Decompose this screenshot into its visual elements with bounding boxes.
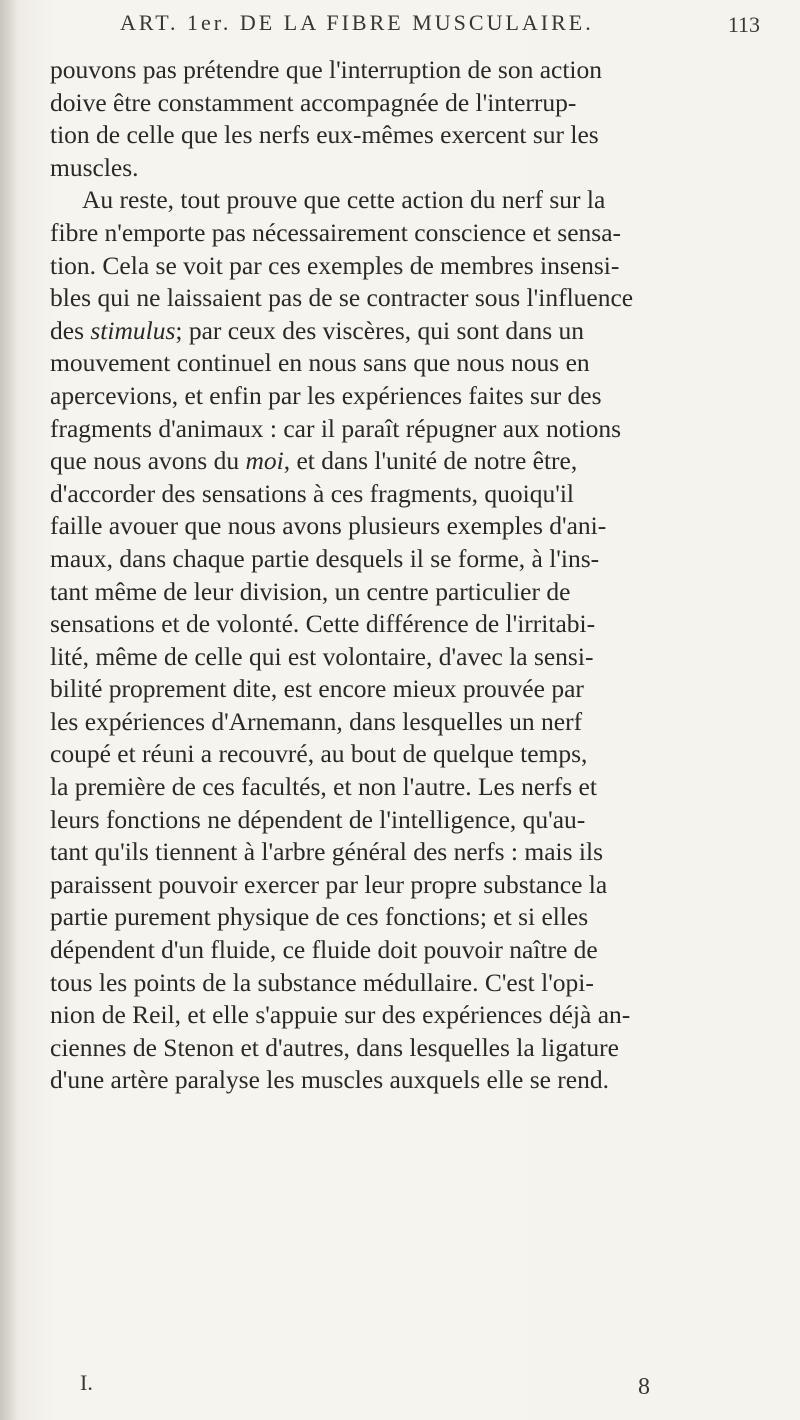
text-line: les expériences d'Arnemann, dans lesquelles un nerf [50, 706, 583, 736]
text-line: que nous avons du moi, et dans l'unité de notre être, [50, 446, 578, 476]
page-footer [80, 1370, 740, 1402]
text-line: coupé et réuni a recouvré, au bout de quelque temps, [50, 739, 588, 769]
emphasis: moi [245, 446, 284, 476]
text-line: leurs fonctions ne dépendent de l'intelligence, qu'au- [50, 804, 586, 834]
page-number: 113 [727, 12, 760, 37]
text-line: tant même de leur division, un centre particulier de [50, 576, 571, 606]
text-line: lité, même de celle qui est volontaire, d'avec la sensi- [50, 641, 594, 671]
signature-mark: I. [80, 1370, 93, 1395]
text-line: des stimulus; par ceux des viscères, qui sont dans un [50, 315, 585, 345]
text-line: bilité proprement dite, est encore mieux prouvée par [50, 674, 584, 704]
text-line: d'accorder des sensations à ces fragments, quoiqu'il [50, 478, 574, 508]
text-line: ciennes de Stenon et d'autres, dans lesquelles la ligature [50, 1032, 619, 1062]
text-line: mouvement continuel en nous sans que nous nous en [50, 348, 590, 378]
text-line: doive être constamment accompagnée de l'interrup- [50, 87, 577, 117]
text-line: sensations et de volonté. Cette différence de l'irritabi- [50, 609, 596, 639]
text-line: tion. Cela se voit par ces exemples de membres insensi- [50, 250, 620, 280]
emphasis: stimulus [90, 315, 176, 345]
binding-shadow [0, 0, 18, 1420]
running-title: ART. 1er. DE LA FIBRE MUSCULAIRE. [120, 10, 594, 35]
text-line: la première de ces facultés, et non l'autre. Les nerfs et [50, 772, 597, 802]
text-line: tant qu'ils tiennent à l'arbre général des nerfs : mais ils [50, 837, 604, 867]
text-line: paraissent pouvoir exercer par leur propre substance la [50, 869, 608, 899]
text-line: fibre n'emporte pas nécessairement conscience et sensa- [50, 217, 621, 247]
gathering-number: 8 [638, 1374, 650, 1400]
text-line: fragments d'animaux : car il paraît répugner aux notions [50, 413, 622, 443]
text-line: dépendent d'un fluide, ce fluide doit pouvoir naître de [50, 935, 598, 965]
body-text [50, 54, 778, 1097]
text-line: bles qui ne laissaient pas de se contracter sous l'influence [50, 283, 634, 313]
text-line: tous les points de la substance médullaire. C'est l'opi- [50, 967, 594, 997]
text-line: nion de Reil, et elle s'appuie sur des expériences déjà an- [50, 1000, 631, 1030]
text-line: tion de celle que les nerfs eux-mêmes exercent sur les [50, 120, 599, 150]
text-line: muscles. [50, 152, 139, 182]
text-line: faille avouer que nous avons plusieurs exemples d'ani- [50, 511, 607, 541]
text-line: partie purement physique de ces fonctions; et si elles [50, 902, 589, 932]
running-head [120, 4, 760, 40]
text-line: d'une artère paralyse les muscles auxquels elle se rend. [50, 1065, 609, 1095]
text-line: maux, dans chaque partie desquels il se forme, à l'ins- [50, 543, 600, 573]
text-line: Au reste, tout prouve que cette action du nerf sur la [82, 185, 606, 215]
text-line: pouvons pas prétendre que l'interruption de son action [50, 55, 602, 84]
text-line: apercevions, et enfin par les expériences faites sur des [50, 380, 602, 410]
